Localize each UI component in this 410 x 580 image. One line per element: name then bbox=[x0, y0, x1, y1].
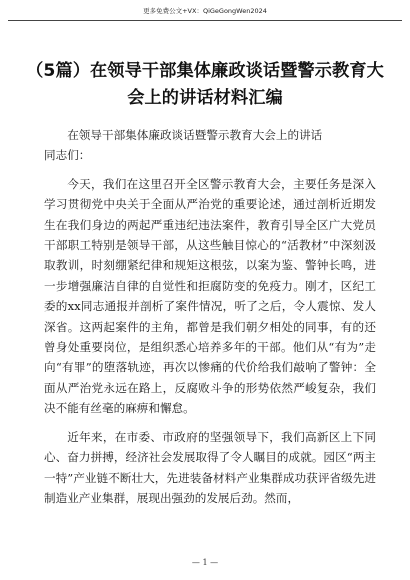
page-number: — 1 — bbox=[191, 558, 219, 567]
document-body bbox=[44, 125, 376, 516]
body-paragraph-2: 近年来，在市委、市政府的坚强领导下，我们高新区上下同心、奋力拼搏，经济社会发展取得了令人瞩目的成就。园区“两主一特”产业链不断壮大，先进装备材料产业集群成功获评省级先进制造业产业集群，展现出强劲的发展后劲。然而， bbox=[44, 429, 376, 505]
body-paragraph-1: 今天，我们在这里召开全区警示教育大会，主要任务是深入学习贯彻党中央关于全面从严治党的重要论述，通过剖析近期发生在我们身边的两起严重违纪违法案件，教育引导全区广大党员干部职工特别是领导干部，从这些触目惊心的“活教材”中深刻汲取教训，时刻绷紧纪律和规矩这根弦，以案为鉴、警钟长鸣，进一步增强廉洁自律的自觉性和拒腐防变的免疫力。刚才，区纪工委的xx同志通报并剖析了案件情况，听了之后，令人震惊、发人深省。这两起案件的主角，都曾是我们朝夕相处的同事，有的还曾身处重要岗位，是组织悉心培养多年的干部。他们从“有为”走向“有罪”的堕落轨迹，再次以惨痛的代价给我们敲响了警钟：全面从严治党永远在路上，反腐败斗争的形势依然严峻复杂，我们决不能有丝毫的麻痹和懈怠。 bbox=[44, 176, 376, 416]
header-banner: 更多免费公文+VX：QiGeGongWen2024 bbox=[143, 7, 267, 15]
header-divider bbox=[8, 20, 402, 21]
salutation: 同志们： bbox=[44, 148, 91, 163]
document-title: （5篇）在领导干部集体廉政谈话暨警示教育大会上的讲话材料汇编 bbox=[26, 61, 384, 108]
speech-subtitle: 在领导干部集体廉政谈话暨警示教育大会上的讲话 bbox=[67, 128, 323, 142]
